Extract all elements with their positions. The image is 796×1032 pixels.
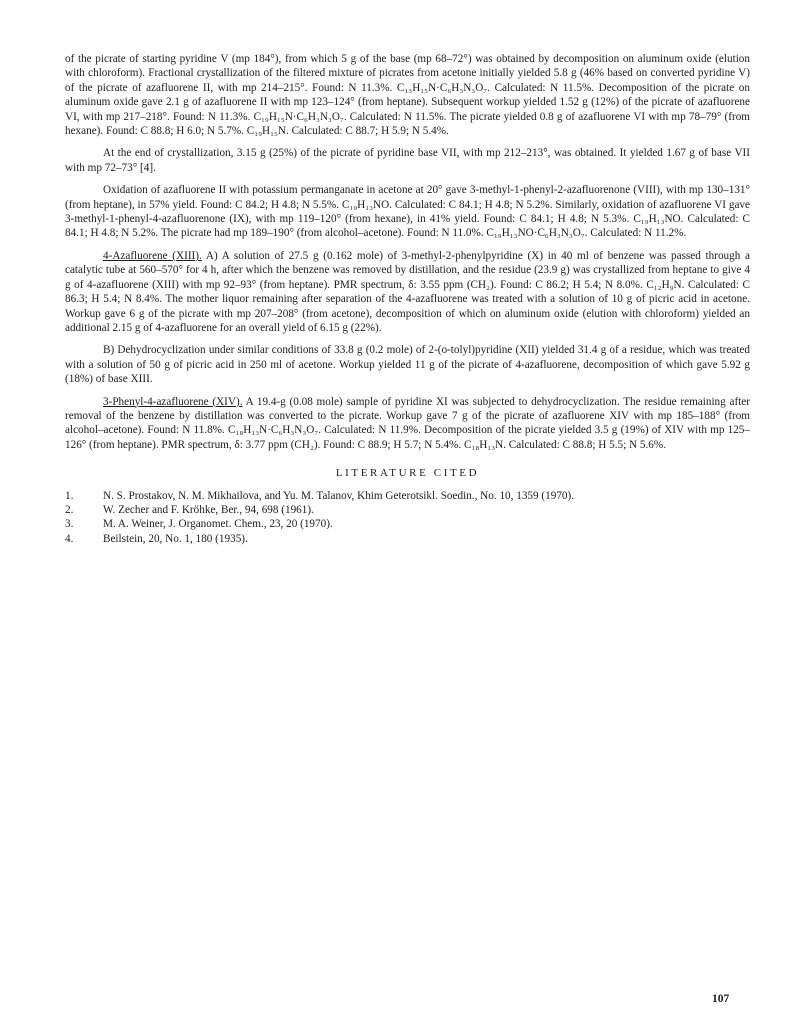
reference-number: 3.	[65, 518, 74, 531]
paragraph-crystallization-end: At the end of crystallization, 3.15 g (25%) of the picrate of pyridine base VII, with mp 212–213°, was obtained. It yielded 1.67 g of base VII with mp 72–73° [4].	[65, 147, 750, 174]
reference-text: M. A. Weiner, J. Organomet. Chem., 23, 20 (1970).	[103, 518, 333, 531]
paragraph-body: A 19.4-g (0.08 mole) sample of pyridine XI was subjected to dehydrocyclization. The residue remaining after removal of the benzene by distillation was converted to the picrate. Workup gave 7 g of the picrate of azafluorene XIV with mp 185–188° (from alcohol–acetone). Found: N 11.8%. C₁₈H₁₃N·C₆H₃N₃O₇. Calculated: N 11.9%. Decomposition of the picrate yielded 3.5 g (19%) of XIV with mp 125–126° (from heptane). PMR spectrum, δ: 3.77 ppm (CH₂). Found: C 88.9; H 5.7; N 5.4%. C₁₈H₁₃N. Calculated: C 88.8; H 5.5; N 5.6%.	[65, 395, 750, 451]
paragraph-dehydrocyclization: B) Dehydrocyclization under similar conditions of 33.8 g (0.2 mole) of 2-(o-tolyl)pyridine (XII) yielded 31.4 g of a residue, which was treated with a solution of 50 g of picric acid in 250 ml of acetone. Workup yielded 11 g of the picrate of 4-azafluorene, decomposition of which gave 5.92 g (18%) of base XIII.	[65, 344, 750, 386]
paragraph-4-azafluorene	[65, 249, 750, 335]
reference-text: W. Zecher and F. Kröhke, Ber., 94, 698 (1961).	[103, 503, 314, 516]
reference-item	[65, 532, 750, 546]
paragraph-picrate-separation: of the picrate of starting pyridine V (mp 184°), from which 5 g of the base (mp 68–72°) was obtained by decomposition on aluminum oxide (elution with chloroform). Fractional crystallization of the filtered mixture of picrates from acetone initially yielded 5.8 g (46% based on converted pyridine V) of the picrate of azafluorene II, with mp 214–215°. Found: N 11.3%. C₁₃H₁₅N·C₆H₃N₃O₇. Calculated: N 11.5%. Decomposition of the picrate on aluminum oxide gave 2.1 g of azafluorene II with mp 123–124° (from heptane). Subsequent workup yielded 1.52 g (12%) of the picrate of azafluorene VI, with mp 217–218°. Found: N 11.3%. C₁₉H₁₅N·C₆H₃N₃O₇. Calculated: N 11.5%. The picrate yielded 0.8 g of azafluorene VI with mp 78–79° (from hexane). Found: C 88.8; H 6.0; N 5.7%. C₁₉H₁₅N. Calculated: C 88.7; H 5.9; N 5.4%.	[65, 53, 750, 138]
page-number: 107	[712, 993, 730, 1005]
literature-cited-heading: LITERATURE CITED	[335, 467, 480, 480]
reference-item	[65, 517, 750, 531]
reference-number: 4.	[65, 532, 74, 545]
paragraph-3-phenyl-4-azafluorene	[65, 395, 750, 453]
reference-list	[65, 489, 750, 547]
reference-number: 1.	[65, 489, 74, 502]
article-page	[65, 52, 750, 546]
reference-item	[65, 503, 750, 517]
section-heading-4-azafluorene: 4-Azafluorene (XIII).	[103, 249, 202, 262]
reference-number: 2.	[65, 503, 74, 516]
reference-text: Beilstein, 20, No. 1, 180 (1935).	[103, 532, 248, 545]
paragraph-body: A) A solution of 27.5 g (0.162 mole) of 3-methyl-2-phenylpyridine (X) in 40 ml of benzene was passed through a catalytic tube at 560–570° for 4 h, after which the benzene was removed by distillation, and the residue (23.9 g) was crystallized from heptane to give 4 g of 4-azafluorene (XIII) with mp 92–93° (from heptane). PMR spectrum, δ: 3.55 ppm (CH₂). Found: C 86.2; H 5.4; N 8.0%. C₁₂H₉N. Calculated: C 86.3; H 5.4; N 8.4%. The mother liquor remaining after separation of the 4-azafluorene was treated with a solution of 10 g of picric acid in acetone. Workup gave 6 g of the picrate with mp 207–208° (from acetone), decomposition of which on aluminum oxide (elution with chloroform) yielded an additional 2.15 g of 4-azafluorene for an overall yield of 6.15 g (22%).	[65, 249, 750, 334]
paragraph-oxidation: Oxidation of azafluorene II with potassium permanganate in acetone at 20° gave 3-methyl-1-phenyl-2-azafluorenone (VIII), with mp 130–131° (from heptane), in 57% yield. Found: C 84.2; H 4.8; N 5.5%. C₁₉H₁₃NO. Calculated: C 84.1; H 4.8; N 5.2%. Similarly, oxidation of azafluorene VI gave 3-methyl-1-phenyl-4-azafluorenone (IX), with mp 119–120° (from hexane), in 41% yield. Found: C 84.1; H 4.8; N 5.3%. C₁₉H₁₃NO. Calculated: C 84.1; H 4.8; N 5.2%. The picrate had mp 189–190° (from alcohol–acetone). Found: N 11.0%. C₁₉H₁₃NO·C₆H₃N₃O₇. Calculated: N 11.2%.	[65, 184, 750, 240]
reference-item	[65, 489, 750, 503]
reference-text: N. S. Prostakov, N. M. Mikhailova, and Yu. M. Talanov, Khim Geterotsikl. Soedin., No. 10, 1359 (1970).	[103, 489, 575, 502]
section-heading-3-phenyl-4-azafluorene: 3-Phenyl-4-azafluorene (XIV).	[103, 395, 243, 408]
